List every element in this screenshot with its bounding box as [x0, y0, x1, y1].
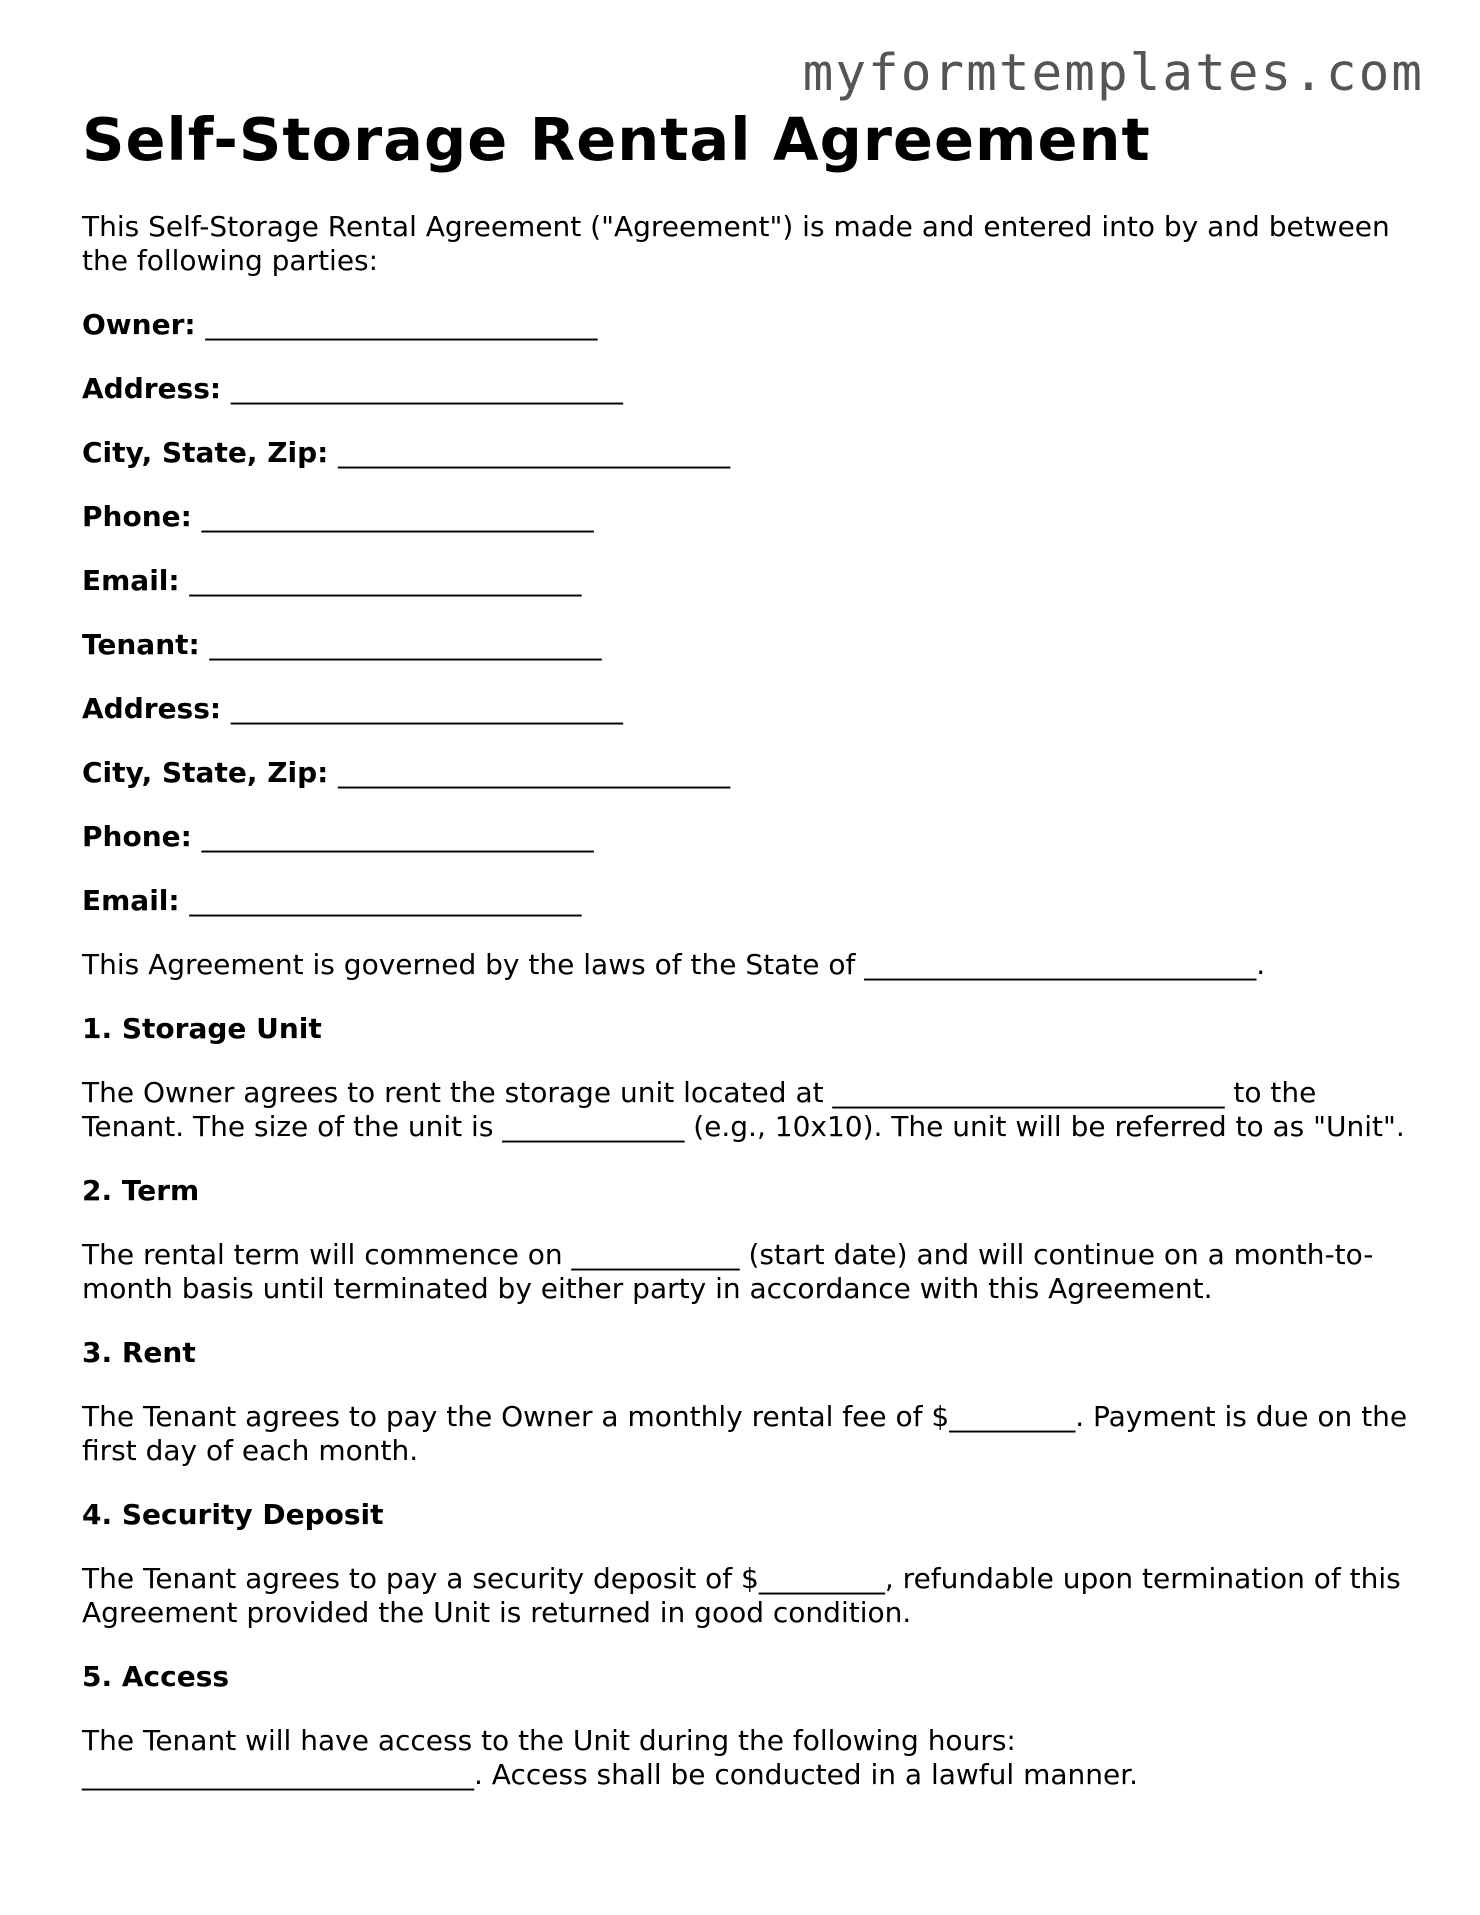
- tenant-email-blank[interactable]: ____________________________: [189, 884, 582, 917]
- tenant-label: Tenant:: [82, 628, 200, 661]
- section-heading-storage-unit: 1. Storage Unit: [82, 1012, 322, 1045]
- section-text-rent: The Tenant agrees to pay the Owner a monthly rental fee of $_________. Payment is due on the first day of each month.: [82, 1400, 1408, 1467]
- tenant-city-state-zip-blank[interactable]: ____________________________: [338, 756, 731, 789]
- owner-address-label: Address:: [82, 372, 222, 405]
- owner-email-field: [82, 564, 1412, 598]
- tenant-blank[interactable]: ____________________________: [209, 628, 602, 661]
- section-text-access: The Tenant will have access to the Unit during the following hours: ____________________________. Access shall be conducted in a lawful manner.: [82, 1724, 1139, 1791]
- owner-city-state-zip-label: City, State, Zip:: [82, 436, 329, 469]
- tenant-city-state-zip-field: [82, 756, 1412, 790]
- intro-paragraph: This Self-Storage Rental Agreement ("Agreement") is made and entered into by and between the following parties:: [82, 210, 1390, 277]
- tenant-phone-blank[interactable]: ____________________________: [201, 820, 594, 853]
- owner-field: [82, 308, 1412, 342]
- owner-blank[interactable]: ____________________________: [205, 308, 598, 341]
- tenant-address-field: [82, 692, 1412, 726]
- document-title: Self-Storage Rental Agreement: [82, 105, 1151, 174]
- tenant-address-blank[interactable]: ____________________________: [230, 692, 623, 725]
- document-page: [82, 100, 1412, 1792]
- tenant-phone-field: [82, 820, 1412, 854]
- owner-phone-label: Phone:: [82, 500, 192, 533]
- owner-address-field: [82, 372, 1412, 406]
- owner-label: Owner:: [82, 308, 196, 341]
- owner-email-blank[interactable]: ____________________________: [189, 564, 582, 597]
- section-heading-security-deposit: 4. Security Deposit: [82, 1498, 384, 1531]
- section-text-security-deposit: The Tenant agrees to pay a security deposit of $_________, refundable upon termination of this Agreement provided the Unit is returned in good condition.: [82, 1562, 1401, 1629]
- section-heading-access: 5. Access: [82, 1660, 230, 1693]
- tenant-city-state-zip-label: City, State, Zip:: [82, 756, 329, 789]
- owner-phone-field: [82, 500, 1412, 534]
- owner-city-state-zip-blank[interactable]: ____________________________: [338, 436, 731, 469]
- owner-city-state-zip-field: [82, 436, 1412, 470]
- tenant-address-label: Address:: [82, 692, 222, 725]
- section-text-term: The rental term will commence on ____________ (start date) and will continue on a month-to-month basis until terminated by either party in accordance with this Agreement.: [82, 1238, 1374, 1305]
- governing-law-paragraph: This Agreement is governed by the laws of the State of ____________________________.: [82, 948, 1266, 981]
- tenant-email-label: Email:: [82, 884, 180, 917]
- owner-email-label: Email:: [82, 564, 180, 597]
- section-text-storage-unit: The Owner agrees to rent the storage unit located at ____________________________ to the Tenant. The size of the unit is _____________ (e.g., 10x10). The unit will be referred to as "Unit".: [82, 1076, 1405, 1143]
- owner-address-blank[interactable]: ____________________________: [230, 372, 623, 405]
- section-heading-term: 2. Term: [82, 1174, 200, 1207]
- tenant-phone-label: Phone:: [82, 820, 192, 853]
- tenant-field: [82, 628, 1412, 662]
- tenant-email-field: [82, 884, 1412, 918]
- watermark: myformtemplates.com: [802, 44, 1424, 103]
- section-heading-rent: 3. Rent: [82, 1336, 196, 1369]
- owner-phone-blank[interactable]: ____________________________: [201, 500, 594, 533]
